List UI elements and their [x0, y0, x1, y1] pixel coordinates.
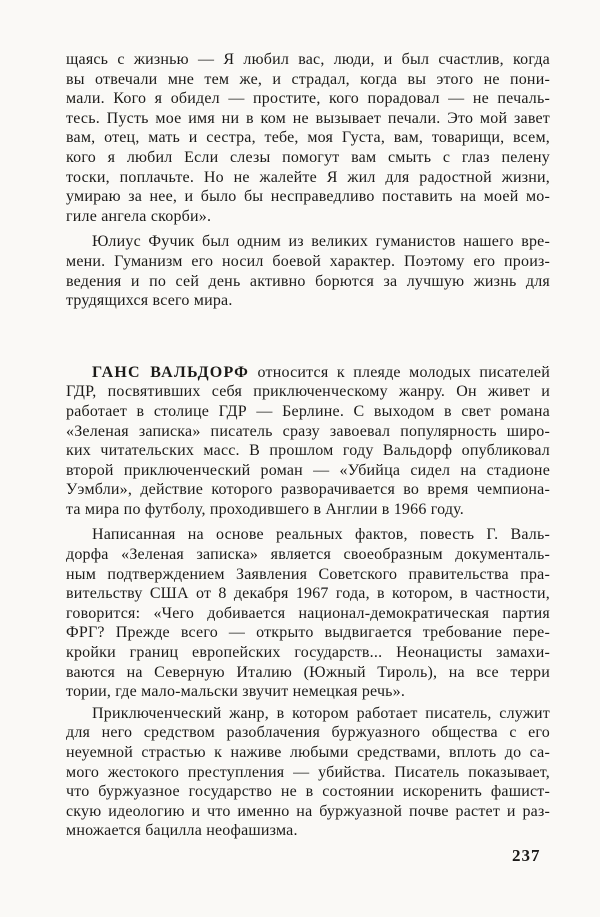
text-line: умираю за нее, и было бы несправедливо поставить на моей мо-: [66, 188, 550, 206]
text-line: «Зеленая записка» писатель сразу завоевал популярность широ-: [66, 422, 550, 440]
text-line: Юлиус Фучик был одним из великих гуманистов нашего вре-: [92, 233, 550, 251]
text-line: второй приключенческий роман — «Убийца сидел на стадионе: [66, 461, 550, 479]
text-line-with-bold-lead: [66, 363, 550, 383]
text-line: скую идеологию и что именно на буржуазной почве растет и раз-: [66, 802, 550, 820]
text-line: для него средством разоблачения буржуазного общества с его: [66, 724, 550, 742]
text-line: множается бацилла неофашизма.: [66, 822, 298, 840]
text-line: дорфа «Зеленая записка» является своеобразным документаль-: [66, 546, 550, 564]
text-line: ведения и по сей день активно борются за лучшую жизнь для: [66, 272, 550, 290]
text-line: ГДР, посвятивших себя приключенческому жанру. Он живет и: [66, 383, 550, 401]
text-line: мого жестокого преступления — убийства. Писатель показывает,: [66, 763, 550, 781]
paragraph-fuchik-quote: [66, 50, 550, 226]
text-line: что буржуазное государство не в состоянии искоренить фашист-: [66, 783, 550, 801]
text-line: тории, где мало-мальски звучит немецкая речь».: [66, 683, 406, 701]
text-block: [66, 50, 550, 841]
text-line: щаясь с жизнью — Я любил вас, люди, и был счастлив, когда: [66, 51, 550, 68]
text-line: кройки границ европейских государств... Неонацисты замахи-: [66, 644, 550, 662]
text-line: тесь. Пусть мое имя ни в ком не вызывает печали. Это мой завет: [66, 109, 550, 127]
text-line: та мира по футболу, проходившего в Англии в 1966 году.: [66, 500, 464, 518]
text-line: мени. Гуманизм его носил боевой характер. Поэтому его произ-: [66, 252, 550, 270]
text-line: мали. Кого я обидел — простите, кого порадовал — не печаль-: [66, 90, 550, 108]
paragraph-waldorf-intro: [66, 363, 550, 520]
paragraph-green-note: [66, 525, 550, 701]
text-line: вительству США от 8 декабря 1967 года, в котором, в частности,: [66, 585, 550, 603]
text-line: вы отвечали мне тем же, и страдал, когда вы этого не пони-: [66, 70, 550, 88]
author-name-bold: ГАНС ВАЛЬДОРФ: [92, 363, 250, 381]
text-line: неуемной страстью к наживе любыми средствами, вплоть до са-: [66, 744, 550, 761]
paragraph-adventure-genre: [66, 704, 550, 841]
text-line: ваются на Северную Италию (Южный Тироль), на все терри: [66, 663, 550, 681]
text-line: ным подтверждением Заявления Советского правительства пра-: [66, 565, 550, 583]
text-line: вам, отец, мать и сестра, тебе, моя Густа, вам, товарищи, всем,: [66, 129, 550, 147]
text-line: ких читательских масс. В прошлом году Вальдорф опубликовал: [66, 442, 550, 460]
page-number: 237: [512, 846, 541, 865]
text-line: Уэмбли», действие которого разворачивается во время чемпиона-: [66, 481, 550, 499]
text-line: Приключенческий жанр, в котором работает писатель, служит: [92, 704, 550, 722]
text-line: трудящихся всего мира.: [66, 292, 233, 310]
text-line: говорится: «Чего добивается национал-демократическая партия: [66, 604, 550, 622]
text-line: ФРГ? Прежде всего — открыто выдвигается требование пере-: [66, 624, 550, 642]
text-line: гиле ангела скорби».: [66, 207, 212, 225]
text-line: работает в столице ГДР — Берлине. С выходом в свет романа: [66, 402, 550, 420]
lead-rest-text: относится к плеяде молодых писателей: [257, 363, 550, 381]
text-line: Написанная на основе реальных фактов, повесть Г. Валь-: [92, 526, 550, 544]
paragraph-fuchik-commentary: [66, 232, 550, 310]
text-line: тоски, поплачьте. Но не жалейте Я жил для радостной жизни,: [66, 168, 550, 186]
text-line: кого я любил Если слезы помогут вам смыть с глаз пелену: [66, 148, 550, 166]
